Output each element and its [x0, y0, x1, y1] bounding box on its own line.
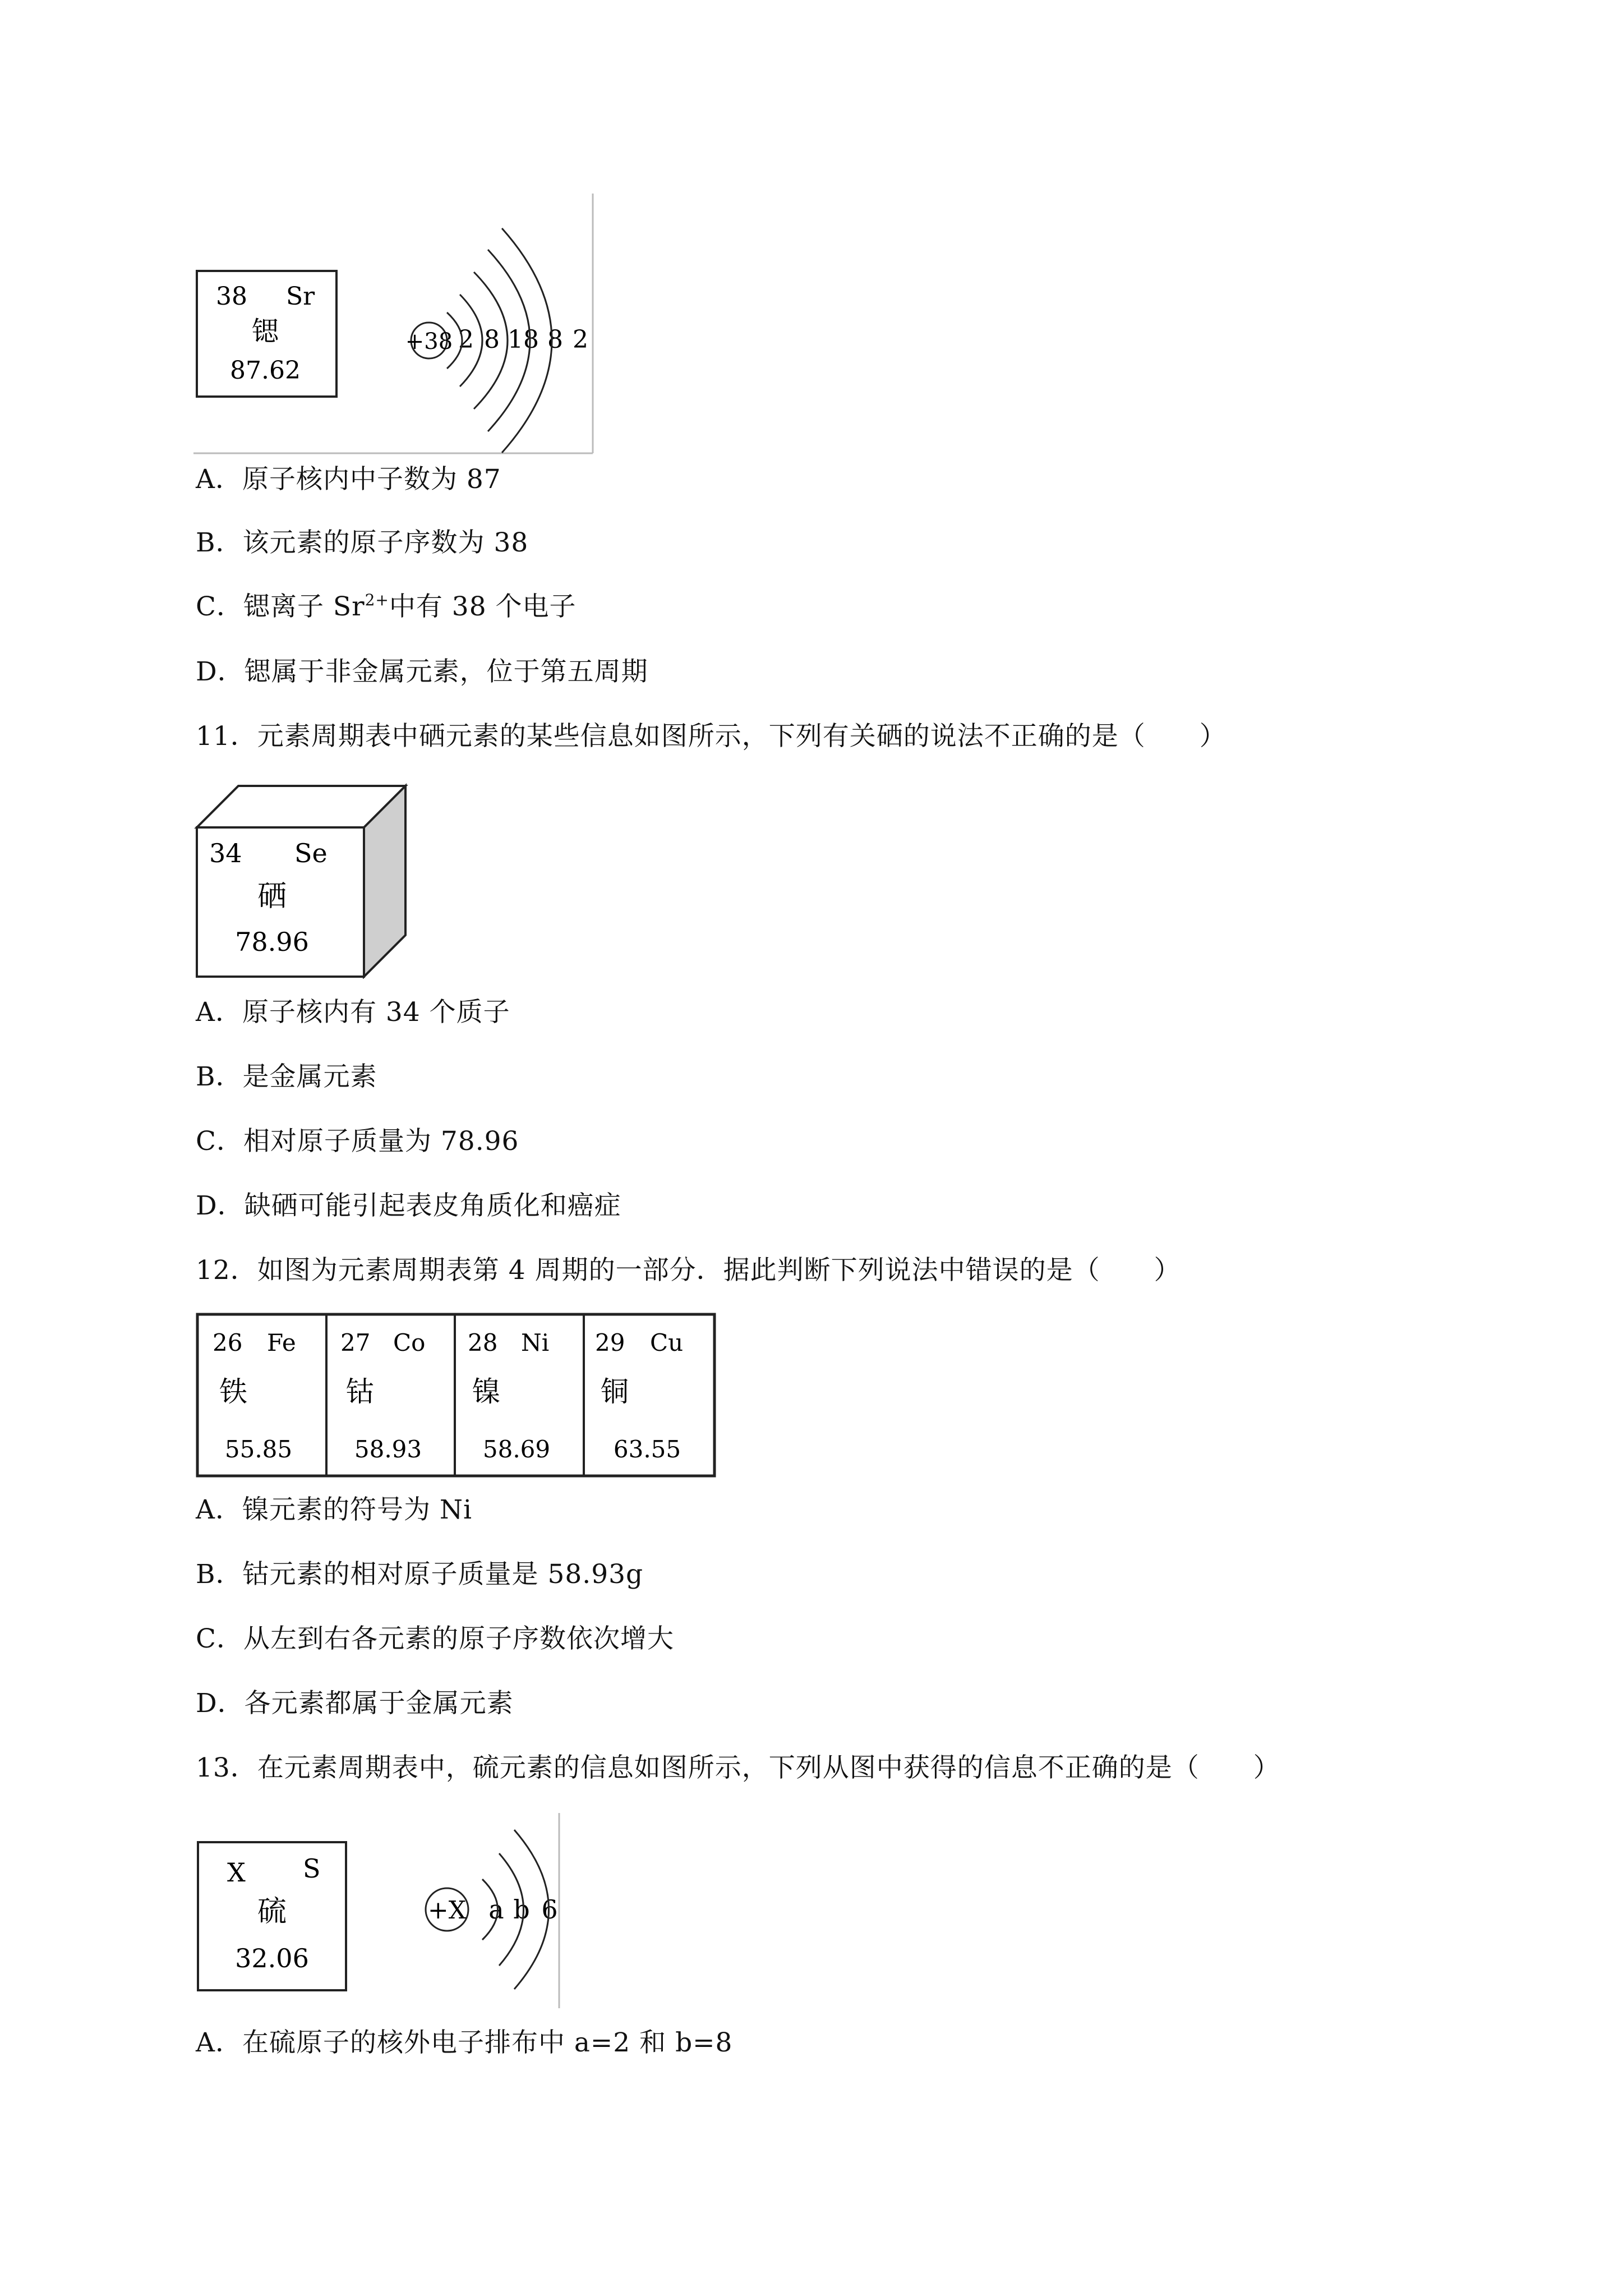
- element-symbol: Ni: [521, 1329, 550, 1356]
- sulfur-figure-svg: [193, 1813, 561, 2009]
- shell-electrons-5: 2: [573, 325, 588, 354]
- element-symbol: Fe: [267, 1329, 296, 1356]
- selenium-cube-svg: [193, 783, 409, 979]
- q11-stem: 11．元素周期表中硒元素的某些信息如图所示，下列有关硒的说法不正确的是（ ）: [196, 721, 1227, 752]
- shell-electrons-6: 6: [541, 1894, 558, 1925]
- element-number: 34: [209, 838, 242, 868]
- element-name: 铁: [219, 1375, 247, 1408]
- period4-table-figure: [196, 1313, 717, 1478]
- element-mass: 58.93: [354, 1435, 422, 1463]
- element-cell-co: [340, 1329, 425, 1463]
- element-cell-cu: [595, 1329, 683, 1463]
- q11-option-b: B．是金属元素: [196, 1061, 377, 1092]
- element-name: 钴: [346, 1375, 374, 1408]
- element-number: 27: [340, 1329, 371, 1356]
- nucleus-charge: +38: [405, 329, 453, 355]
- element-symbol: S: [303, 1853, 321, 1884]
- element-mass: 58.69: [482, 1435, 551, 1463]
- q11-option-c: C．相对原子质量为 78.96: [196, 1126, 519, 1157]
- shell-electrons-1: 2: [458, 325, 474, 354]
- period4-table-svg: [196, 1313, 717, 1478]
- q10-option-d: D．锶属于非金属元素，位于第五周期: [196, 656, 648, 687]
- shell-electrons-2: 8: [484, 325, 500, 354]
- element-name: 硫: [257, 1895, 287, 1929]
- element-number: 38: [216, 282, 247, 311]
- element-number: X: [227, 1857, 246, 1888]
- element-mass: 63.55: [613, 1435, 681, 1463]
- element-name: 铜: [601, 1375, 629, 1408]
- element-number: 29: [595, 1329, 625, 1356]
- ion-charge-superscript: 2+: [365, 591, 389, 609]
- q13-stem: 13．在元素周期表中，硫元素的信息如图所示，下列从图中获得的信息不正确的是（ ）: [196, 1752, 1280, 1783]
- strontium-figure: [193, 194, 594, 454]
- element-symbol: Sr: [286, 282, 315, 311]
- element-mass: 78.96: [235, 927, 309, 957]
- strontium-figure-svg: [193, 194, 594, 454]
- element-symbol: Se: [294, 838, 328, 868]
- element-number: 26: [213, 1329, 243, 1356]
- element-mass: 87.62: [230, 356, 301, 385]
- q13-option-a: A．在硫原子的核外电子排布中 a=2 和 b=8: [196, 2027, 733, 2058]
- q12-option-b: B．钴元素的相对原子质量是 58.93g: [196, 1559, 644, 1590]
- q12-option-a: A．镍元素的符号为 Ni: [196, 1494, 473, 1525]
- q12-stem: 12．如图为元素周期表第 4 周期的一部分．据此判断下列说法中错误的是（ ）: [196, 1255, 1181, 1286]
- element-mass: 55.85: [224, 1435, 293, 1463]
- q10-option-c: [196, 590, 577, 624]
- element-number: 28: [468, 1329, 498, 1356]
- element-name: 硒: [257, 880, 287, 913]
- shell-electrons-3: 18: [508, 325, 539, 354]
- shell-electrons-a: a: [488, 1894, 504, 1925]
- element-symbol: Cu: [650, 1329, 684, 1356]
- element-cell-fe: [213, 1329, 296, 1463]
- q10-option-c-prefix: C．锶离子 Sr: [196, 591, 365, 622]
- q11-option-d: D．缺硒可能引起表皮角质化和癌症: [196, 1190, 621, 1221]
- element-cell-ni: [468, 1329, 550, 1463]
- element-name: 锶: [251, 316, 279, 347]
- element-name: 镍: [472, 1375, 500, 1408]
- shell-electrons-b: b: [513, 1894, 530, 1925]
- q11-option-a: A．原子核内有 34 个质子: [196, 997, 510, 1028]
- element-symbol: Co: [393, 1329, 426, 1356]
- nucleus-charge: +X: [427, 1896, 467, 1925]
- q10-option-b: B．该元素的原子序数为 38: [196, 527, 529, 558]
- sulfur-figure: [193, 1813, 561, 2009]
- q12-option-c: C．从左到右各元素的原子序数依次增大: [196, 1623, 674, 1654]
- shell-electrons-4: 8: [547, 325, 563, 354]
- q10-option-c-suffix: 中有 38 个电子: [389, 591, 577, 622]
- selenium-figure: [193, 783, 409, 979]
- element-mass: 32.06: [235, 1943, 309, 1973]
- q10-option-a: A．原子核内中子数为 87: [196, 464, 501, 495]
- q12-option-d: D．各元素都属于金属元素: [196, 1688, 514, 1719]
